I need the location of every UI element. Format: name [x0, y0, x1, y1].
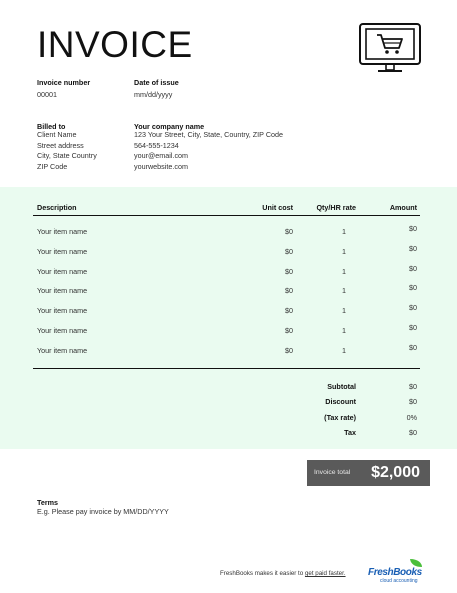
- item-description: Your item name: [37, 345, 88, 355]
- table-row: [33, 324, 420, 344]
- client-street: Street address: [37, 140, 84, 150]
- item-amount: $0: [409, 243, 417, 253]
- invoice-number-label: Invoice number: [37, 78, 91, 87]
- item-qty: 1: [342, 246, 346, 256]
- discount-value: $0: [409, 397, 417, 406]
- item-qty: 1: [342, 326, 346, 335]
- terms-text: E.g. Please pay invoice by MM/DD/YYYY: [37, 507, 169, 516]
- item-qty: 1: [342, 286, 346, 296]
- freshbooks-logo: [366, 558, 426, 586]
- invoice-total-box: [307, 460, 430, 486]
- item-amount: $0: [409, 263, 417, 273]
- item-amount: $0: [409, 303, 417, 313]
- item-qty: 1: [342, 306, 346, 316]
- item-description: Your item name: [37, 326, 88, 335]
- item-qty: 1: [342, 345, 346, 355]
- billed-to-label: Billed to: [37, 122, 66, 131]
- date-of-issue-label: Date of issue: [134, 78, 179, 87]
- company-address: 123 Your Street, City, State, Country, ZIP Code: [134, 130, 284, 139]
- item-description: Your item name: [37, 227, 88, 236]
- logo-brand: FreshBooks: [368, 567, 422, 578]
- client-zip: ZIP Code: [37, 161, 68, 171]
- date-of-issue-value: mm/dd/yyyy: [134, 90, 173, 99]
- item-description: Your item name: [37, 266, 88, 276]
- company-phone: 564-555-1234: [134, 140, 179, 150]
- discount-label: Discount: [325, 397, 356, 406]
- item-amount: $0: [409, 224, 417, 233]
- invoice-total-label: Invoice total: [314, 469, 351, 476]
- item-qty: 1: [342, 227, 346, 236]
- computer-shopping-cart-icon: [358, 22, 422, 76]
- subtotal-label: Subtotal: [327, 382, 356, 391]
- table-row: [33, 225, 420, 245]
- table-row: [33, 304, 420, 324]
- tax-rate-label: (Tax rate): [324, 413, 356, 422]
- item-qty: 1: [342, 266, 346, 276]
- table-header-rule: [33, 215, 420, 216]
- col-header-amount: Amount: [389, 203, 417, 212]
- table-footer-rule: [33, 368, 420, 369]
- invoice-total-value: $2,000: [371, 464, 420, 481]
- col-header-qty: Qty/HR rate: [316, 203, 356, 212]
- invoice-number-value: 00001: [37, 90, 57, 99]
- footer-text: FreshBooks makes it easier to: [220, 570, 305, 577]
- company-name-label: Your company name: [134, 122, 205, 131]
- company-website: yourwebsite.com: [134, 161, 188, 171]
- col-header-unit-cost: Unit cost: [262, 203, 293, 212]
- item-amount: $0: [409, 323, 417, 332]
- tax-value: $0: [409, 428, 417, 437]
- item-amount: $0: [409, 342, 417, 352]
- footer-link[interactable]: get paid faster.: [304, 570, 346, 577]
- item-amount: $0: [409, 283, 417, 293]
- logo-tagline: cloud accounting: [380, 578, 418, 584]
- terms-label: Terms: [37, 498, 59, 507]
- tax-label: Tax: [344, 428, 356, 437]
- tax-rate-value: 0%: [406, 413, 417, 422]
- invoice-title: INVOICE: [37, 24, 193, 65]
- subtotal-value: $0: [409, 382, 417, 391]
- table-row: [33, 344, 420, 364]
- item-unit-cost: $0: [285, 306, 293, 316]
- item-unit-cost: $0: [285, 246, 293, 256]
- client-name: Client Name: [37, 130, 77, 139]
- table-row: [33, 265, 420, 285]
- footer-note: [220, 570, 346, 577]
- table-row: [33, 284, 420, 304]
- item-unit-cost: $0: [285, 345, 293, 355]
- table-row: [33, 245, 420, 265]
- item-description: Your item name: [37, 246, 88, 256]
- col-header-description: Description: [37, 203, 77, 212]
- item-unit-cost: $0: [285, 326, 293, 335]
- item-unit-cost: $0: [285, 266, 293, 276]
- item-unit-cost: $0: [285, 227, 293, 236]
- billed-to-block: [37, 130, 97, 172]
- item-description: Your item name: [37, 286, 88, 296]
- item-description: Your item name: [37, 306, 88, 316]
- client-city: City, State Country: [37, 151, 97, 161]
- item-unit-cost: $0: [285, 286, 293, 296]
- company-block: [134, 130, 283, 172]
- company-email: your@email.com: [134, 151, 189, 161]
